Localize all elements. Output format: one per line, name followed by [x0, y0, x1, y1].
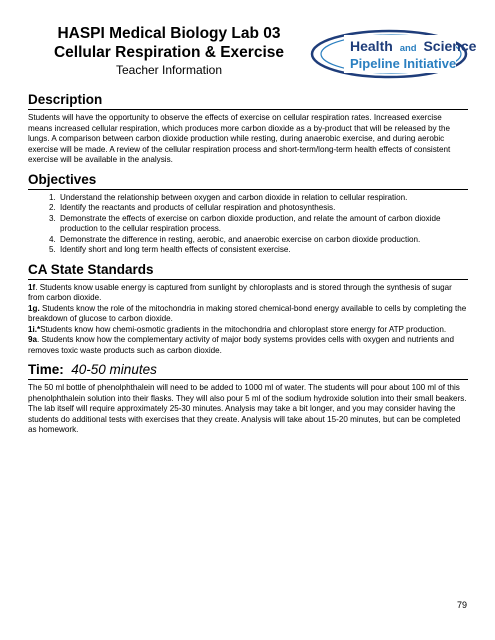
standard-code: 9a [28, 335, 38, 344]
haspi-logo [310, 28, 477, 80]
standard-item [28, 283, 468, 304]
page-number: 79 [456, 600, 467, 610]
logo-line-pipeline: Pipeline Initiative [350, 56, 457, 71]
objectives-heading: Objectives [28, 172, 468, 190]
standard-item [28, 325, 468, 336]
time-heading [28, 362, 468, 380]
time-value: 40-50 minutes [71, 362, 157, 377]
lab-title: HASPI Medical Biology Lab 03 [57, 25, 281, 42]
standard-code: 1f [28, 282, 36, 292]
objectives-list [28, 193, 468, 256]
page-subtitle: Teacher Information [115, 63, 223, 77]
lab-subject-title: Cellular Respiration & Exercise [53, 44, 284, 61]
objective-item: 1. Understand the relationship between oxygen and carbon dioxide in relation to cellular respiration. [58, 193, 468, 204]
description-heading: Description [28, 92, 468, 110]
objective-item: 5. Identify short and long term health effects of consistent exercise. [58, 245, 468, 256]
standard-text: . Students know usable energy is captured from sunlight by chloroplasts and is stored through the synthesis of sugar from carbon dioxide. [28, 282, 452, 302]
standard-text: Students know the role of the mitochondria in making stored chemical-bond energy available to cells by completing the breakdown of glucose to carbon dioxide. [28, 303, 467, 323]
standards-heading: CA State Standards [28, 262, 468, 280]
logo-word-health: Health [350, 38, 393, 54]
time-text: The 50 ml bottle of phenolphthalein will need to be added to 1000 ml of water. The students will pour about 100 ml of this phenolphthalein solution into their flasks. They will also pour 5 ml of the sodium hydroxide solution into their small beakers. The lab itself will require approximately 25-30 minutes. Analysis may take a bit longer, and you may consider having the students do additional tests with exercises that they create. Analysis will take about 15-20 minutes, but can be completed as homework. [28, 383, 467, 434]
standard-item [28, 304, 468, 325]
standard-text: Students know how chemi-osmotic gradients in the mitochondria and chloroplast store energy for ATP production. [40, 324, 447, 334]
page-header [28, 24, 477, 90]
objective-item: 4. Demonstrate the difference in resting, aerobic, and anaerobic exercise on carbon dioxide production. [58, 235, 468, 246]
description-text: Students will have the opportunity to observe the effects of exercise on cellular respiration rates. Increased exercise means increased cellular respiration, which produces more carbon dioxide as a by-product that will be released by the lungs. A comparison between carbon dioxide production while resting, during anaerobic exercise, and during aerobic exercise will be made. A review of the cellular respiration process and short-term/long-term health effects of consistent exercise will be available in the analysis. [28, 113, 451, 164]
standard-code: 1i.* [28, 324, 41, 334]
time-label: Time: [28, 362, 64, 377]
standards-list [28, 283, 468, 357]
logo-word-and: and [399, 43, 417, 54]
page-content [28, 92, 468, 442]
title-block [28, 24, 310, 77]
objective-item: 2. Identify the reactants and products of cellular respiration and photosynthesis. [58, 203, 468, 214]
standard-code: 1g. [28, 303, 40, 313]
standard-item [28, 335, 468, 356]
objective-item: 3. Demonstrate the effects of exercise on carbon dioxide production, and relate the amount of carbon dioxide production to the cellular respiration process. [58, 214, 468, 235]
logo-word-science: Science [423, 38, 477, 54]
standard-text: . Students know how the complementary activity of major body systems provides cells with oxygen and nutrients and removes toxic waste products such as carbon dioxide. [28, 335, 455, 355]
